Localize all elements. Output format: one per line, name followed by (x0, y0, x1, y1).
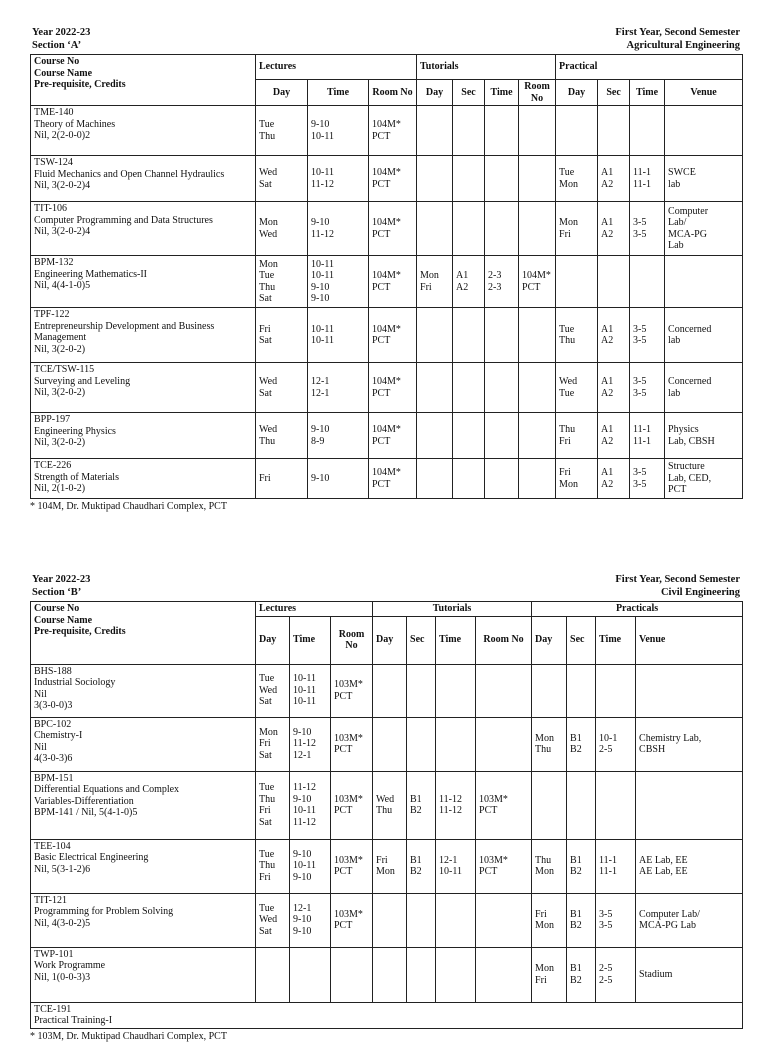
practical-venue-cell: Structure Lab, CED, PCT (665, 459, 743, 499)
practical-time-cell: 10-1 2-5 (596, 717, 636, 771)
tutorial-day-cell (373, 664, 407, 717)
tutorial-time-cell (436, 947, 476, 1002)
tutorial-day-cell (373, 947, 407, 1002)
lecture-room-cell (331, 947, 373, 1002)
course-cell: BPM-151 Differential Equations and Complex Variables-Differentiation BPM-141 / Nil, 5(4-1-0)5 (31, 771, 256, 839)
tutorial-day-cell (417, 106, 453, 156)
practical-day-cell: Mon Fri (556, 202, 598, 256)
course-cell: TIT-121 Programming for Problem Solving Nil, 4(3-0-2)5 (31, 893, 256, 947)
practical-venue-cell (665, 256, 743, 308)
tutorial-sec-cell (453, 202, 485, 256)
tutorial-day-cell: Wed Thu (373, 771, 407, 839)
tutorial-room-cell (519, 413, 556, 459)
course-rows (31, 664, 743, 1002)
lecture-time-cell: 11-12 9-10 10-11 11-12 (290, 771, 331, 839)
practical-day-cell (532, 771, 567, 839)
practical-time-cell: 3-5 3-5 (630, 363, 665, 413)
lecture-time-cell: 12-1 9-10 9-10 (290, 893, 331, 947)
lecture-day-cell: Tue Wed Sat (256, 893, 290, 947)
lecture-room-cell: 104M* PCT (369, 308, 417, 363)
col-room: Room No (476, 616, 532, 664)
practical-time-cell (596, 771, 636, 839)
table-row (31, 256, 743, 308)
tutorial-time-cell (436, 664, 476, 717)
lecture-day-cell: Wed Sat (256, 363, 308, 413)
tutorials-header: Tutorials (373, 602, 532, 617)
tutorial-sec-cell (453, 308, 485, 363)
col-day: Day (373, 616, 407, 664)
year-label: Year 2022-23 (32, 574, 91, 585)
col-time: Time (485, 80, 519, 106)
practical-venue-cell: Concerned lab (665, 363, 743, 413)
lecture-room-cell: 103M* PCT (331, 839, 373, 893)
tutorial-time-cell: 2-3 2-3 (485, 256, 519, 308)
lecture-room-cell: 104M* PCT (369, 459, 417, 499)
section-a-timetable (30, 26, 742, 512)
tutorial-day-cell (373, 717, 407, 771)
section-label: Section ‘B’ (32, 587, 82, 598)
lecture-day-cell: Fri (256, 459, 308, 499)
tutorial-room-cell: 104M* PCT (519, 256, 556, 308)
semester-label: First Year, Second Semester (615, 27, 740, 38)
lecture-time-cell: 10-11 11-12 (308, 156, 369, 202)
practical-sec-cell: A1 A2 (598, 202, 630, 256)
tutorial-sec-cell (407, 717, 436, 771)
practical-venue-cell (636, 664, 743, 717)
lecture-time-cell: 12-1 12-1 (308, 363, 369, 413)
practical-sec-cell: A1 A2 (598, 459, 630, 499)
semester-label: First Year, Second Semester (615, 574, 740, 585)
course-cell: BPC-102 Chemistry-I Nil 4(3-0-3)6 (31, 717, 256, 771)
tutorial-room-cell (519, 459, 556, 499)
lecture-day-cell (256, 947, 290, 1002)
lecture-time-cell: 10-11 10-11 10-11 (290, 664, 331, 717)
practical-time-cell: 11-1 11-1 (596, 839, 636, 893)
practical-day-cell: Tue Mon (556, 156, 598, 202)
tutorial-room-cell (476, 717, 532, 771)
course-cell: TSW-124 Fluid Mechanics and Open Channel Hydraulics Nil, 3(2-0-2)4 (31, 156, 256, 202)
col-time: Time (630, 80, 665, 106)
col-sec: Sec (407, 616, 436, 664)
lecture-room-cell: 104M* PCT (369, 202, 417, 256)
year-label: Year 2022-23 (32, 27, 91, 38)
lectures-header: Lectures (256, 602, 373, 617)
course-rows (31, 106, 743, 499)
table-row (31, 413, 743, 459)
practicals-header: Practicals (532, 602, 743, 617)
lecture-time-cell: 9-10 10-11 9-10 (290, 839, 331, 893)
tutorial-room-cell (476, 947, 532, 1002)
lectures-header: Lectures (256, 55, 417, 80)
lecture-room-cell: 103M* PCT (331, 717, 373, 771)
tutorial-day-cell (417, 156, 453, 202)
tutorial-sec-cell (407, 664, 436, 717)
lecture-day-cell: Tue Wed Sat (256, 664, 290, 717)
tutorial-sec-cell (453, 459, 485, 499)
tutorial-day-cell (417, 202, 453, 256)
col-sec: Sec (598, 80, 630, 106)
practical-day-cell: Fri Mon (532, 893, 567, 947)
practical-time-cell (630, 256, 665, 308)
practical-day-cell: Tue Thu (556, 308, 598, 363)
tutorial-time-cell: 12-1 10-11 (436, 839, 476, 893)
tutorial-time-cell (485, 459, 519, 499)
table-row (31, 839, 743, 893)
course-cell: TME-140 Theory of Machines Nil, 2(2-0-0)2 (31, 106, 256, 156)
lecture-day-cell: Fri Sat (256, 308, 308, 363)
tutorial-time-cell (485, 106, 519, 156)
course-cell: TCE-191 Practical Training-I (31, 1002, 743, 1028)
tutorial-sec-cell (453, 156, 485, 202)
course-cell: TEE-104 Basic Electrical Engineering Nil, 5(3-1-2)6 (31, 839, 256, 893)
tutorial-room-cell: 103M* PCT (476, 839, 532, 893)
practical-sec-cell: A1 A2 (598, 308, 630, 363)
col-sec: Sec (453, 80, 485, 106)
table-row (31, 664, 743, 717)
lecture-day-cell: Tue Thu Fri Sat (256, 771, 290, 839)
section-label: Section ‘A’ (32, 40, 82, 51)
lecture-day-cell: Wed Thu (256, 413, 308, 459)
course-cell: TCE/TSW-115 Surveying and Leveling Nil, 3(2-0-2) (31, 363, 256, 413)
tutorial-room-cell (519, 363, 556, 413)
course-cell: TIT-106 Computer Programming and Data Structures Nil, 3(2-0-2)4 (31, 202, 256, 256)
table-row (31, 106, 743, 156)
tutorials-header: Tutorials (417, 55, 556, 80)
tutorial-day-cell (417, 308, 453, 363)
course-cell: BPM-132 Engineering Mathematics-II Nil, 4(4-1-0)5 (31, 256, 256, 308)
lecture-room-cell: 103M* PCT (331, 893, 373, 947)
tutorial-room-cell (519, 106, 556, 156)
tutorial-room-cell (519, 202, 556, 256)
course-cell: TWP-101 Work Programme Nil, 1(0-0-3)3 (31, 947, 256, 1002)
practical-day-cell: Wed Tue (556, 363, 598, 413)
lecture-time-cell (290, 947, 331, 1002)
lecture-time-cell: 10-11 10-11 9-10 9-10 (308, 256, 369, 308)
tutorial-sec-cell (453, 413, 485, 459)
department-label: Civil Engineering (660, 587, 740, 598)
course-cell: TCE-226 Strength of Materials Nil, 2(1-0-2) (31, 459, 256, 499)
practical-venue-cell: Concerned lab (665, 308, 743, 363)
practical-day-cell: Fri Mon (556, 459, 598, 499)
practical-venue-cell: Chemistry Lab, CBSH (636, 717, 743, 771)
practical-venue-cell (636, 771, 743, 839)
practical-time-cell: 2-5 2-5 (596, 947, 636, 1002)
practical-time-cell: 3-5 3-5 (630, 202, 665, 256)
tutorial-day-cell (417, 363, 453, 413)
practical-header: Practical (556, 55, 743, 80)
practical-sec-cell: B1 B2 (567, 717, 596, 771)
tutorial-sec-cell: A1 A2 (453, 256, 485, 308)
practical-sec-cell (567, 664, 596, 717)
lecture-day-cell: Wed Sat (256, 156, 308, 202)
practical-venue-cell: SWCE lab (665, 156, 743, 202)
tutorial-sec-cell (407, 893, 436, 947)
tutorial-time-cell (485, 363, 519, 413)
lecture-room-cell: 104M* PCT (369, 106, 417, 156)
tutorial-time-cell (485, 156, 519, 202)
col-time: Time (596, 616, 636, 664)
lecture-time-cell: 9-10 10-11 (308, 106, 369, 156)
practical-venue-cell: Physics Lab, CBSH (665, 413, 743, 459)
col-sec: Sec (567, 616, 596, 664)
col-time: Time (308, 80, 369, 106)
lecture-room-cell: 103M* PCT (331, 664, 373, 717)
practical-sec-cell (567, 771, 596, 839)
table-row (31, 717, 743, 771)
practical-time-cell (596, 664, 636, 717)
practical-time-cell (630, 106, 665, 156)
tutorial-time-cell (485, 308, 519, 363)
col-time: Time (436, 616, 476, 664)
lecture-time-cell: 10-11 10-11 (308, 308, 369, 363)
practical-sec-cell: B1 B2 (567, 839, 596, 893)
tutorial-room-cell (476, 664, 532, 717)
table-row (31, 156, 743, 202)
department-label: Agricultural Engineering (626, 40, 740, 51)
lecture-time-cell: 9-10 11-12 12-1 (290, 717, 331, 771)
lecture-room-cell: 104M* PCT (369, 256, 417, 308)
practical-day-cell: Mon Thu (532, 717, 567, 771)
tutorial-sec-cell (453, 363, 485, 413)
lecture-day-cell: Mon Wed (256, 202, 308, 256)
lecture-time-cell: 9-10 11-12 (308, 202, 369, 256)
table-row (31, 1002, 743, 1028)
footnote: * 104M, Dr. Muktipad Chaudhari Complex, PCT (30, 501, 227, 512)
course-cell: BPP-197 Engineering Physics Nil, 3(2-0-2) (31, 413, 256, 459)
tutorial-sec-cell (407, 947, 436, 1002)
lecture-day-cell: Mon Fri Sat (256, 717, 290, 771)
practical-sec-cell: B1 B2 (567, 893, 596, 947)
table-row (31, 947, 743, 1002)
section-b-timetable (30, 573, 742, 1042)
table-row (31, 771, 743, 839)
col-day: Day (256, 616, 290, 664)
tutorial-day-cell: Mon Fri (417, 256, 453, 308)
tutorial-room-cell: 103M* PCT (476, 771, 532, 839)
table-row (31, 202, 743, 256)
tutorial-sec-cell (453, 106, 485, 156)
section-a-header (30, 26, 742, 54)
practical-sec-cell: A1 A2 (598, 363, 630, 413)
practical-time-cell: 11-1 11-1 (630, 156, 665, 202)
practical-day-cell: Thu Fri (556, 413, 598, 459)
col-day: Day (556, 80, 598, 106)
practical-venue-cell: Computer Lab/ MCA-PG Lab (636, 893, 743, 947)
col-day: Day (532, 616, 567, 664)
tutorial-day-cell (417, 459, 453, 499)
practical-day-cell (532, 664, 567, 717)
lecture-time-cell: 9-10 (308, 459, 369, 499)
col-day: Day (256, 80, 308, 106)
tutorial-time-cell (436, 717, 476, 771)
tutorial-room-cell (476, 893, 532, 947)
course-cell: TPF-122 Entrepreneurship Development and Business Management Nil, 3(2-0-2) (31, 308, 256, 363)
practical-day-cell (556, 106, 598, 156)
col-venue: Venue (665, 80, 743, 106)
practical-time-cell: 3-5 3-5 (596, 893, 636, 947)
practical-venue-cell: AE Lab, EE AE Lab, EE (636, 839, 743, 893)
practical-sec-cell (598, 256, 630, 308)
lecture-room-cell: 104M* PCT (369, 156, 417, 202)
lecture-room-cell: 104M* PCT (369, 413, 417, 459)
tutorial-day-cell (373, 893, 407, 947)
practical-venue-cell (665, 106, 743, 156)
col-time: Time (290, 616, 331, 664)
practical-time-cell: 3-5 3-5 (630, 459, 665, 499)
col-room: Room No (331, 616, 373, 664)
practical-day-cell: Thu Mon (532, 839, 567, 893)
table-row (31, 459, 743, 499)
practical-venue-cell: Stadium (636, 947, 743, 1002)
tutorial-time-cell (485, 202, 519, 256)
lecture-day-cell: Mon Tue Thu Sat (256, 256, 308, 308)
practical-sec-cell: B1 B2 (567, 947, 596, 1002)
practical-venue-cell: Computer Lab/ MCA-PG Lab (665, 202, 743, 256)
col-room: Room No (519, 80, 556, 106)
section-b-header (30, 573, 742, 601)
practical-sec-cell (598, 106, 630, 156)
practical-time-cell: 3-5 3-5 (630, 308, 665, 363)
lecture-day-cell: Tue Thu (256, 106, 308, 156)
tutorial-room-cell (519, 308, 556, 363)
practical-day-cell (556, 256, 598, 308)
col-room: Room No (369, 80, 417, 106)
practical-day-cell: Mon Fri (532, 947, 567, 1002)
lecture-day-cell: Tue Thu Fri (256, 839, 290, 893)
table-row (31, 308, 743, 363)
table-row (31, 363, 743, 413)
practical-sec-cell: A1 A2 (598, 156, 630, 202)
tutorial-sec-cell: B1 B2 (407, 771, 436, 839)
course-cell: BHS-188 Industrial Sociology Nil 3(3-0-0)3 (31, 664, 256, 717)
timetable-table (30, 601, 743, 1029)
col-venue: Venue (636, 616, 743, 664)
lecture-time-cell: 9-10 8-9 (308, 413, 369, 459)
tutorial-time-cell (485, 413, 519, 459)
col-day: Day (417, 80, 453, 106)
course-header: Course No Course Name Pre-requisite, Credits (31, 55, 256, 106)
practical-sec-cell: A1 A2 (598, 413, 630, 459)
practical-time-cell: 11-1 11-1 (630, 413, 665, 459)
tutorial-time-cell: 11-12 11-12 (436, 771, 476, 839)
tutorial-day-cell (417, 413, 453, 459)
tutorial-day-cell: Fri Mon (373, 839, 407, 893)
tutorial-sec-cell: B1 B2 (407, 839, 436, 893)
table-row (31, 893, 743, 947)
timetable-table (30, 54, 743, 499)
lecture-room-cell: 103M* PCT (331, 771, 373, 839)
tutorial-room-cell (519, 156, 556, 202)
course-header: Course No Course Name Pre-requisite, Credits (31, 602, 256, 665)
tutorial-time-cell (436, 893, 476, 947)
lecture-room-cell: 104M* PCT (369, 363, 417, 413)
footnote: * 103M, Dr. Muktipad Chaudhari Complex, PCT (30, 1030, 227, 1042)
